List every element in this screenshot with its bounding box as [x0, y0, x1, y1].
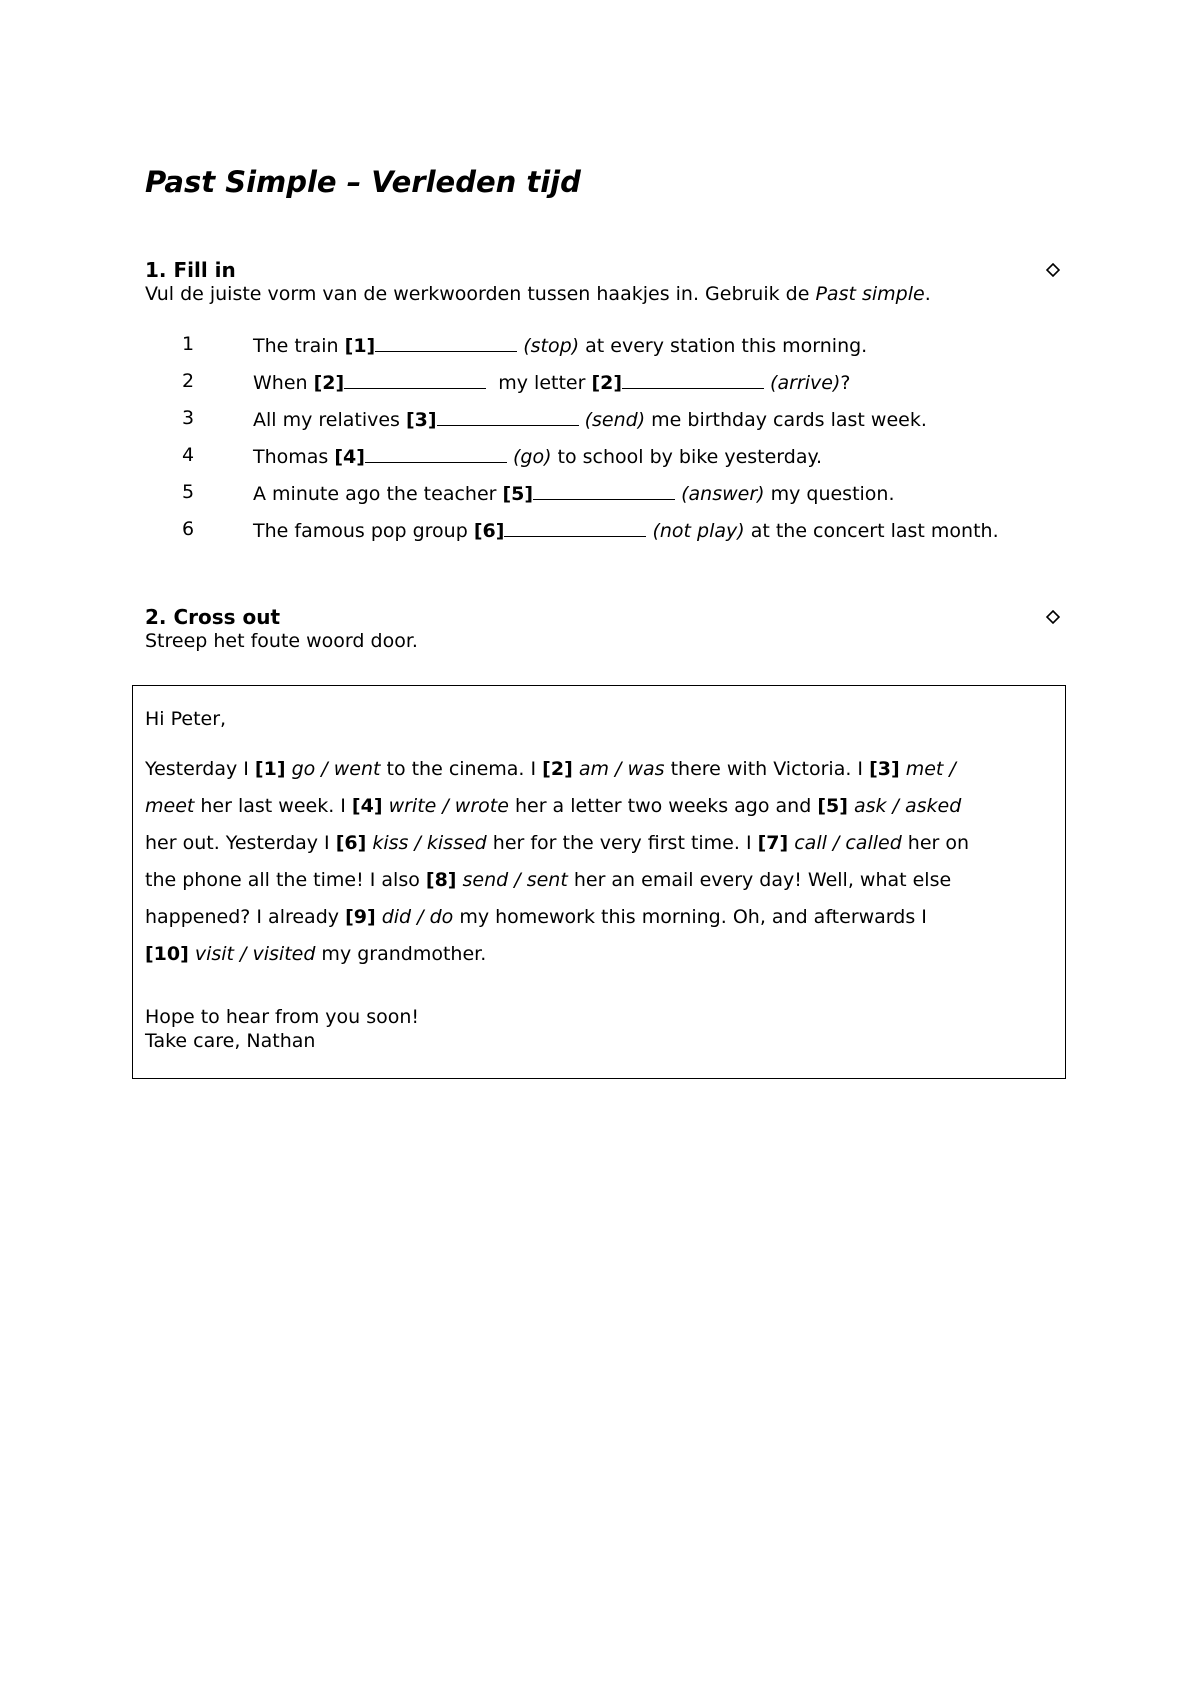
item-tag: [6] — [335, 832, 367, 854]
diamond-icon — [1046, 610, 1060, 624]
section-cross-out-instruction: Streep het foute woord door. — [145, 630, 418, 652]
item-tag: [3] — [406, 409, 437, 431]
item-mid: my letter — [492, 372, 592, 394]
item-post: me birthday cards last week. — [645, 409, 927, 431]
item-number: 6 — [182, 518, 195, 540]
item-tag: [8] — [425, 869, 457, 891]
answer-blank[interactable] — [622, 370, 764, 389]
item-text — [253, 407, 927, 431]
item-tag: [2] — [591, 372, 623, 394]
verb-hint: (answer) — [681, 483, 765, 505]
answer-blank[interactable] — [375, 333, 517, 352]
item-tag: [4] — [351, 795, 383, 817]
section-cross-out-title: 2. Cross out — [145, 605, 281, 629]
section-fill-in-title: 1. Fill in — [145, 258, 236, 282]
word-choice[interactable]: meet — [145, 795, 195, 817]
letter-line — [145, 869, 951, 891]
word-choice[interactable]: send / sent — [462, 869, 568, 891]
instruction-emphasis: Past simple — [815, 283, 925, 305]
item-post: at the concert last month. — [744, 520, 999, 542]
item-pre: Thomas — [253, 446, 335, 468]
item-tag: [5] — [817, 795, 848, 817]
letter-line — [145, 758, 956, 780]
word-choice[interactable]: visit / visited — [194, 943, 316, 965]
item-tag: [6] — [473, 520, 505, 542]
verb-hint: (stop) — [523, 335, 580, 357]
item-tag: [3] — [869, 758, 900, 780]
verb-hint: (go) — [512, 446, 552, 468]
word-choice[interactable]: am / was — [578, 758, 665, 780]
item-text — [253, 333, 867, 357]
instruction-text: Vul de juiste vorm van de werkwoorden tussen haakjes in. Gebruik de — [145, 283, 816, 305]
item-number: 1 — [182, 333, 195, 355]
word-choice[interactable]: call / called — [794, 832, 902, 854]
item-tag: [1] — [254, 758, 286, 780]
item-text — [253, 481, 895, 505]
item-pre: All my relatives — [253, 409, 406, 431]
item-number: 3 — [182, 407, 195, 429]
letter-line — [145, 943, 486, 965]
text: the phone all the time! I also — [145, 869, 426, 891]
section-fill-in-instruction — [145, 283, 931, 305]
letter-closing: Hope to hear from you soon! — [145, 1006, 420, 1028]
text: Yesterday I — [145, 758, 255, 780]
word-choice[interactable]: met / — [905, 758, 956, 780]
letter-line — [145, 795, 961, 817]
verb-hint: (send) — [584, 409, 646, 431]
text: her a letter two weeks ago and — [508, 795, 818, 817]
diamond-icon — [1046, 263, 1060, 277]
text: my grandmother. — [315, 943, 487, 965]
item-tag: [2] — [313, 372, 345, 394]
item-tag: [4] — [334, 446, 365, 468]
text: her an email every day! Well, what else — [567, 869, 952, 891]
text: her on — [901, 832, 970, 854]
item-post: to school by bike yesterday. — [551, 446, 823, 468]
word-choice[interactable]: go / went — [291, 758, 381, 780]
word-choice[interactable]: ask / asked — [853, 795, 962, 817]
answer-blank[interactable] — [344, 370, 486, 389]
word-choice[interactable]: kiss / kissed — [372, 832, 487, 854]
item-post: my question. — [764, 483, 895, 505]
item-pre: The famous pop group — [253, 520, 474, 542]
item-number: 5 — [182, 481, 195, 503]
item-pre: A minute ago the teacher — [253, 483, 503, 505]
verb-hint: (not play) — [652, 520, 745, 542]
item-tag: [1] — [344, 335, 376, 357]
text: to the cinema. I — [380, 758, 543, 780]
item-tag: [7] — [757, 832, 789, 854]
item-tag: [10] — [145, 943, 189, 965]
page-title: Past Simple – Verleden tijd — [145, 165, 581, 199]
text: my homework this morning. Oh, and afterwards I — [453, 906, 927, 928]
text: her for the very first time. I — [486, 832, 758, 854]
item-tag: [5] — [502, 483, 534, 505]
letter-greeting: Hi Peter, — [145, 708, 227, 730]
text: her out. Yesterday I — [145, 832, 336, 854]
answer-blank[interactable] — [533, 481, 675, 500]
letter-line — [145, 906, 927, 928]
text: happened? I already — [145, 906, 346, 928]
item-text — [253, 444, 822, 468]
text: her last week. I — [194, 795, 352, 817]
item-post: ? — [840, 372, 851, 394]
item-text — [253, 370, 850, 394]
letter-box — [132, 685, 1066, 1079]
letter-line — [145, 832, 969, 854]
text: there with Victoria. I — [664, 758, 870, 780]
answer-blank[interactable] — [504, 518, 646, 537]
instruction-end: . — [924, 283, 931, 305]
letter-signature: Take care, Nathan — [145, 1030, 316, 1052]
item-tag: [9] — [345, 906, 376, 928]
item-number: 2 — [182, 370, 195, 392]
item-pre: When — [253, 372, 314, 394]
word-choice[interactable]: did / do — [381, 906, 454, 928]
verb-hint: (arrive) — [770, 372, 841, 394]
section-cross-out-header — [145, 605, 1060, 631]
item-pre: The train — [253, 335, 345, 357]
item-number: 4 — [182, 444, 195, 466]
answer-blank[interactable] — [365, 444, 507, 463]
section-fill-in-header — [145, 258, 1060, 284]
item-tag: [2] — [542, 758, 573, 780]
item-post: at every station this morning. — [579, 335, 868, 357]
item-text — [253, 518, 999, 542]
word-choice[interactable]: write / wrote — [388, 795, 509, 817]
answer-blank[interactable] — [437, 407, 579, 426]
